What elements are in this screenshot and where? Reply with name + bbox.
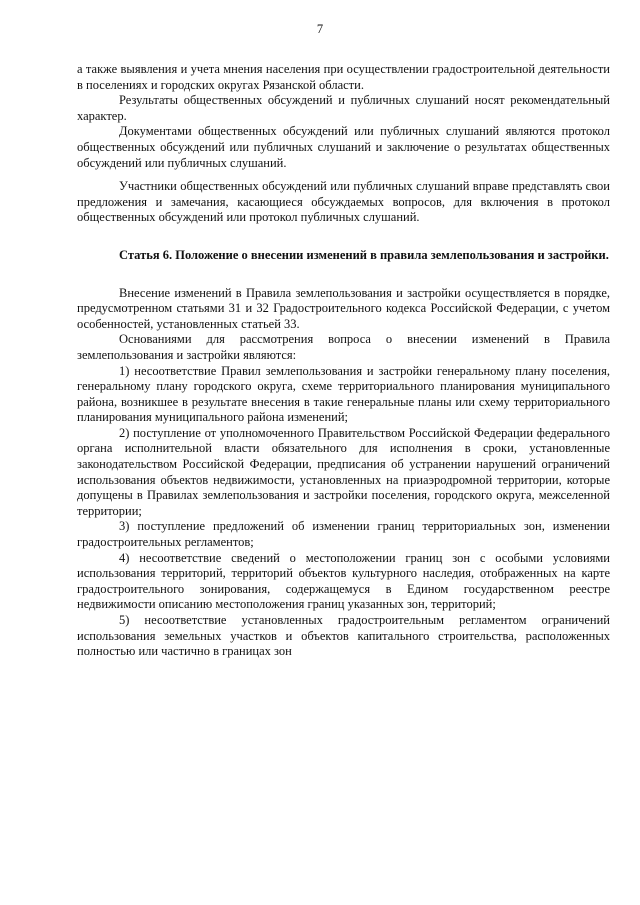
paragraph-amendments: Внесение изменений в Правила землепользования и застройки осуществляется в порядке, предусмотренном статьями 31 и 32 Градостроительного кодекса Российской Федерации, с учетом особенностей, установленных статьей 33. xyxy=(77,285,610,331)
list-item: 5) несоответствие установленных градостроительным регламентом ограничений использования земельных участков и объектов капитального строительства, расположенных полностью или частично в границах зон xyxy=(77,613,610,659)
paragraph-documents: Документами общественных обсуждений или публичных слушаний являются протокол общественных обсуждений или публичных слушаний и заключение о результатах общественных обсуждений или публичных слушаний. xyxy=(77,124,610,170)
document-body xyxy=(77,62,610,660)
list-item: 1) несоответствие Правил землепользования и застройки генеральному плану поселения, генеральному плану городского округа, схеме территориального планирования муниципального района, возникшее в результате внесения в такие генеральные планы или схему территориального планирования муниципального района изменений; xyxy=(77,363,610,425)
article-heading: Статья 6. Положение о внесении изменений в правила землепользования и застройки. xyxy=(119,247,609,262)
list-item: 2) поступление от уполномоченного Правительством Российской Федерации федерального органа исполнительной власти обязательного для исполнения в сроки, установленные законодательством Российской Федерации, предписания об устранении нарушений ограничений использования объектов недвижимости, установленных на приаэродромной территории, которые допущены в Правилах землепользования и застройки поселения, городского округа, межселенной территории; xyxy=(77,425,610,518)
list-item: 4) несоответствие сведений о местоположении границ зон с особыми условиями использования территорий, территорий объектов культурного наследия, отображенных на карте градостроительного зонирования, содержащемуся в Едином государственном реестре недвижимости описанию местоположения границ указанных зон, территорий; xyxy=(77,550,610,612)
paragraph-continuation: а также выявления и учета мнения населения при осуществлении градостроительной деятельности в поселениях и городских округах Рязанской области. xyxy=(77,62,610,92)
paragraph-participants: Участники общественных обсуждений или публичных слушаний вправе представлять свои предложения и замечания, касающиеся обсуждаемых вопросов, для включения в протокол общественных обсуждений или протокол публичных слушаний. xyxy=(77,179,610,225)
list-item: 3) поступление предложений об изменении границ территориальных зон, изменении градостроительных регламентов; xyxy=(77,519,610,550)
page-number: 7 xyxy=(316,22,324,36)
paragraph-grounds: Основаниями для рассмотрения вопроса о внесении изменений в Правила землепользования и застройки являются: xyxy=(77,332,610,362)
paragraph-results: Результаты общественных обсуждений и публичных слушаний носят рекомендательный характер. xyxy=(77,93,610,123)
